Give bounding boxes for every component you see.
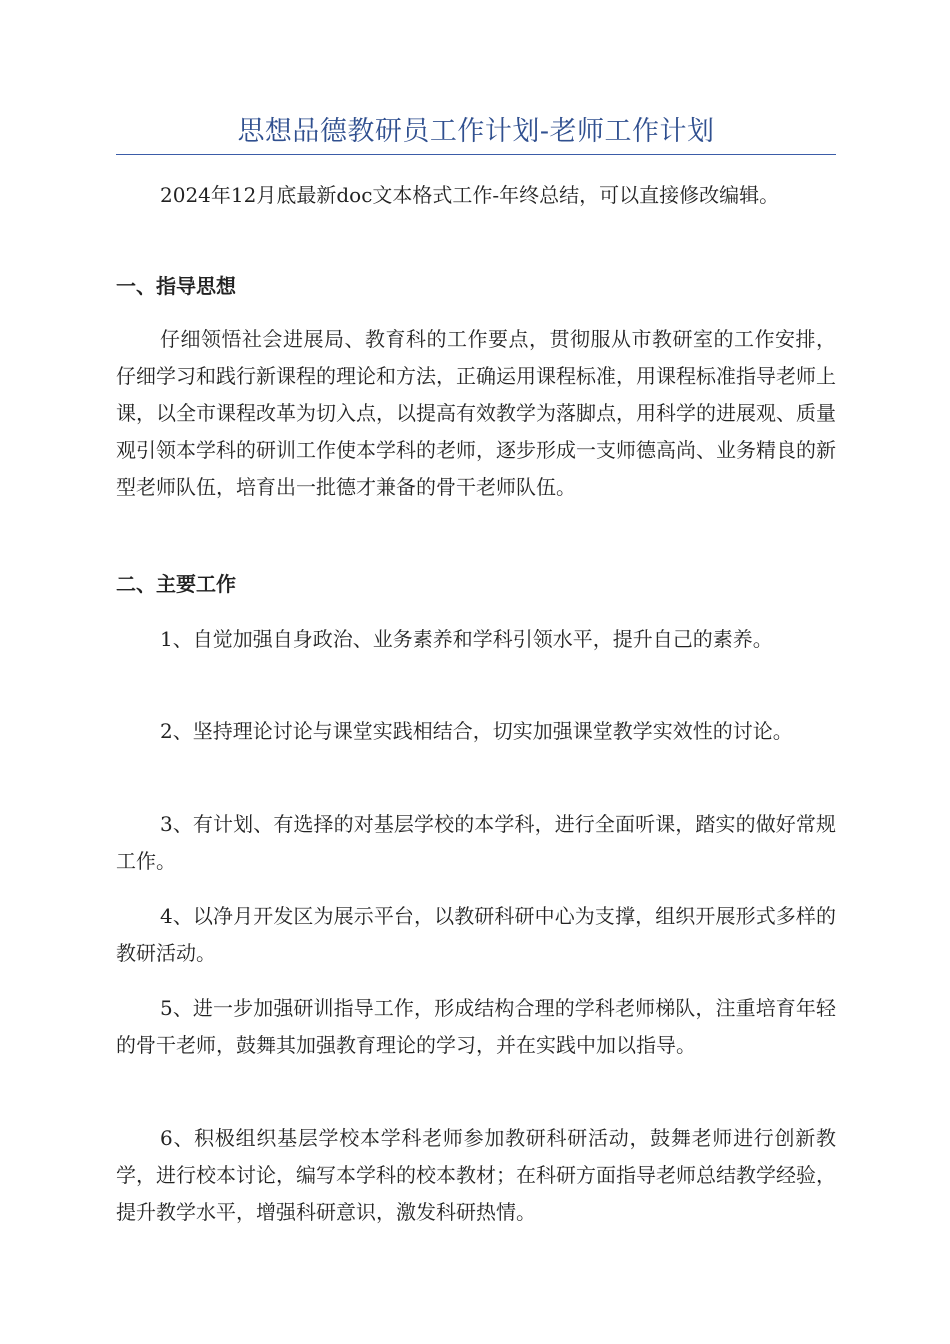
main-work-item-5: 5、进一步加强研训指导工作，形成结构合理的学科老师梯队，注重培育年轻的骨干老师，鼓舞其加强教育理论的学习，并在实践中加以指导。: [116, 996, 836, 1057]
main-work-item-2: 2、坚持理论讨论与课堂实践相结合，切实加强课堂教学实效性的讨论。: [160, 719, 793, 743]
section-heading-main-work: 二、主要工作: [116, 572, 236, 596]
main-work-item-6: 6、积极组织基层学校本学科老师参加教研科研活动，鼓舞老师进行创新教学，进行校本讨论，编写本学科的校本教材；在科研方面指导老师总结教学经验，提升教学水平，增强科研意识，激发科研热情。: [116, 1126, 836, 1224]
intro-paragraph: 2024年12月底最新doc文本格式工作-年终总结，可以直接修改编辑。: [160, 183, 780, 207]
document-title: 思想品德教研员工作计划-老师工作计划: [237, 116, 715, 147]
main-work-item-4: 4、以净月开发区为展示平台，以教研科研中心为支撑，组织开展形式多样的教研活动。: [116, 904, 836, 965]
guiding-thought-paragraph: 仔细领悟社会进展局、教育科的工作要点，贯彻服从市教研室的工作安排，仔细学习和践行新课程的理论和方法，正确运用课程标准，用课程标准指导老师上课，以全市课程改革为切入点，以提高有效教学为落脚点，用科学的进展观、质量观引领本学科的研训工作使本学科的老师，逐步形成一支师德高尚、业务精良的新型老师队伍，培育出一批德才兼备的骨干老师队伍。: [116, 327, 836, 499]
main-work-item-3: 3、有计划、有选择的对基层学校的本学科，进行全面听课，踏实的做好常规工作。: [116, 812, 836, 873]
title-underline: [116, 154, 836, 155]
main-work-item-1: 1、自觉加强自身政治、业务素养和学科引领水平，提升自己的素养。: [160, 627, 773, 651]
section-heading-guiding-thought: 一、指导思想: [116, 274, 236, 298]
